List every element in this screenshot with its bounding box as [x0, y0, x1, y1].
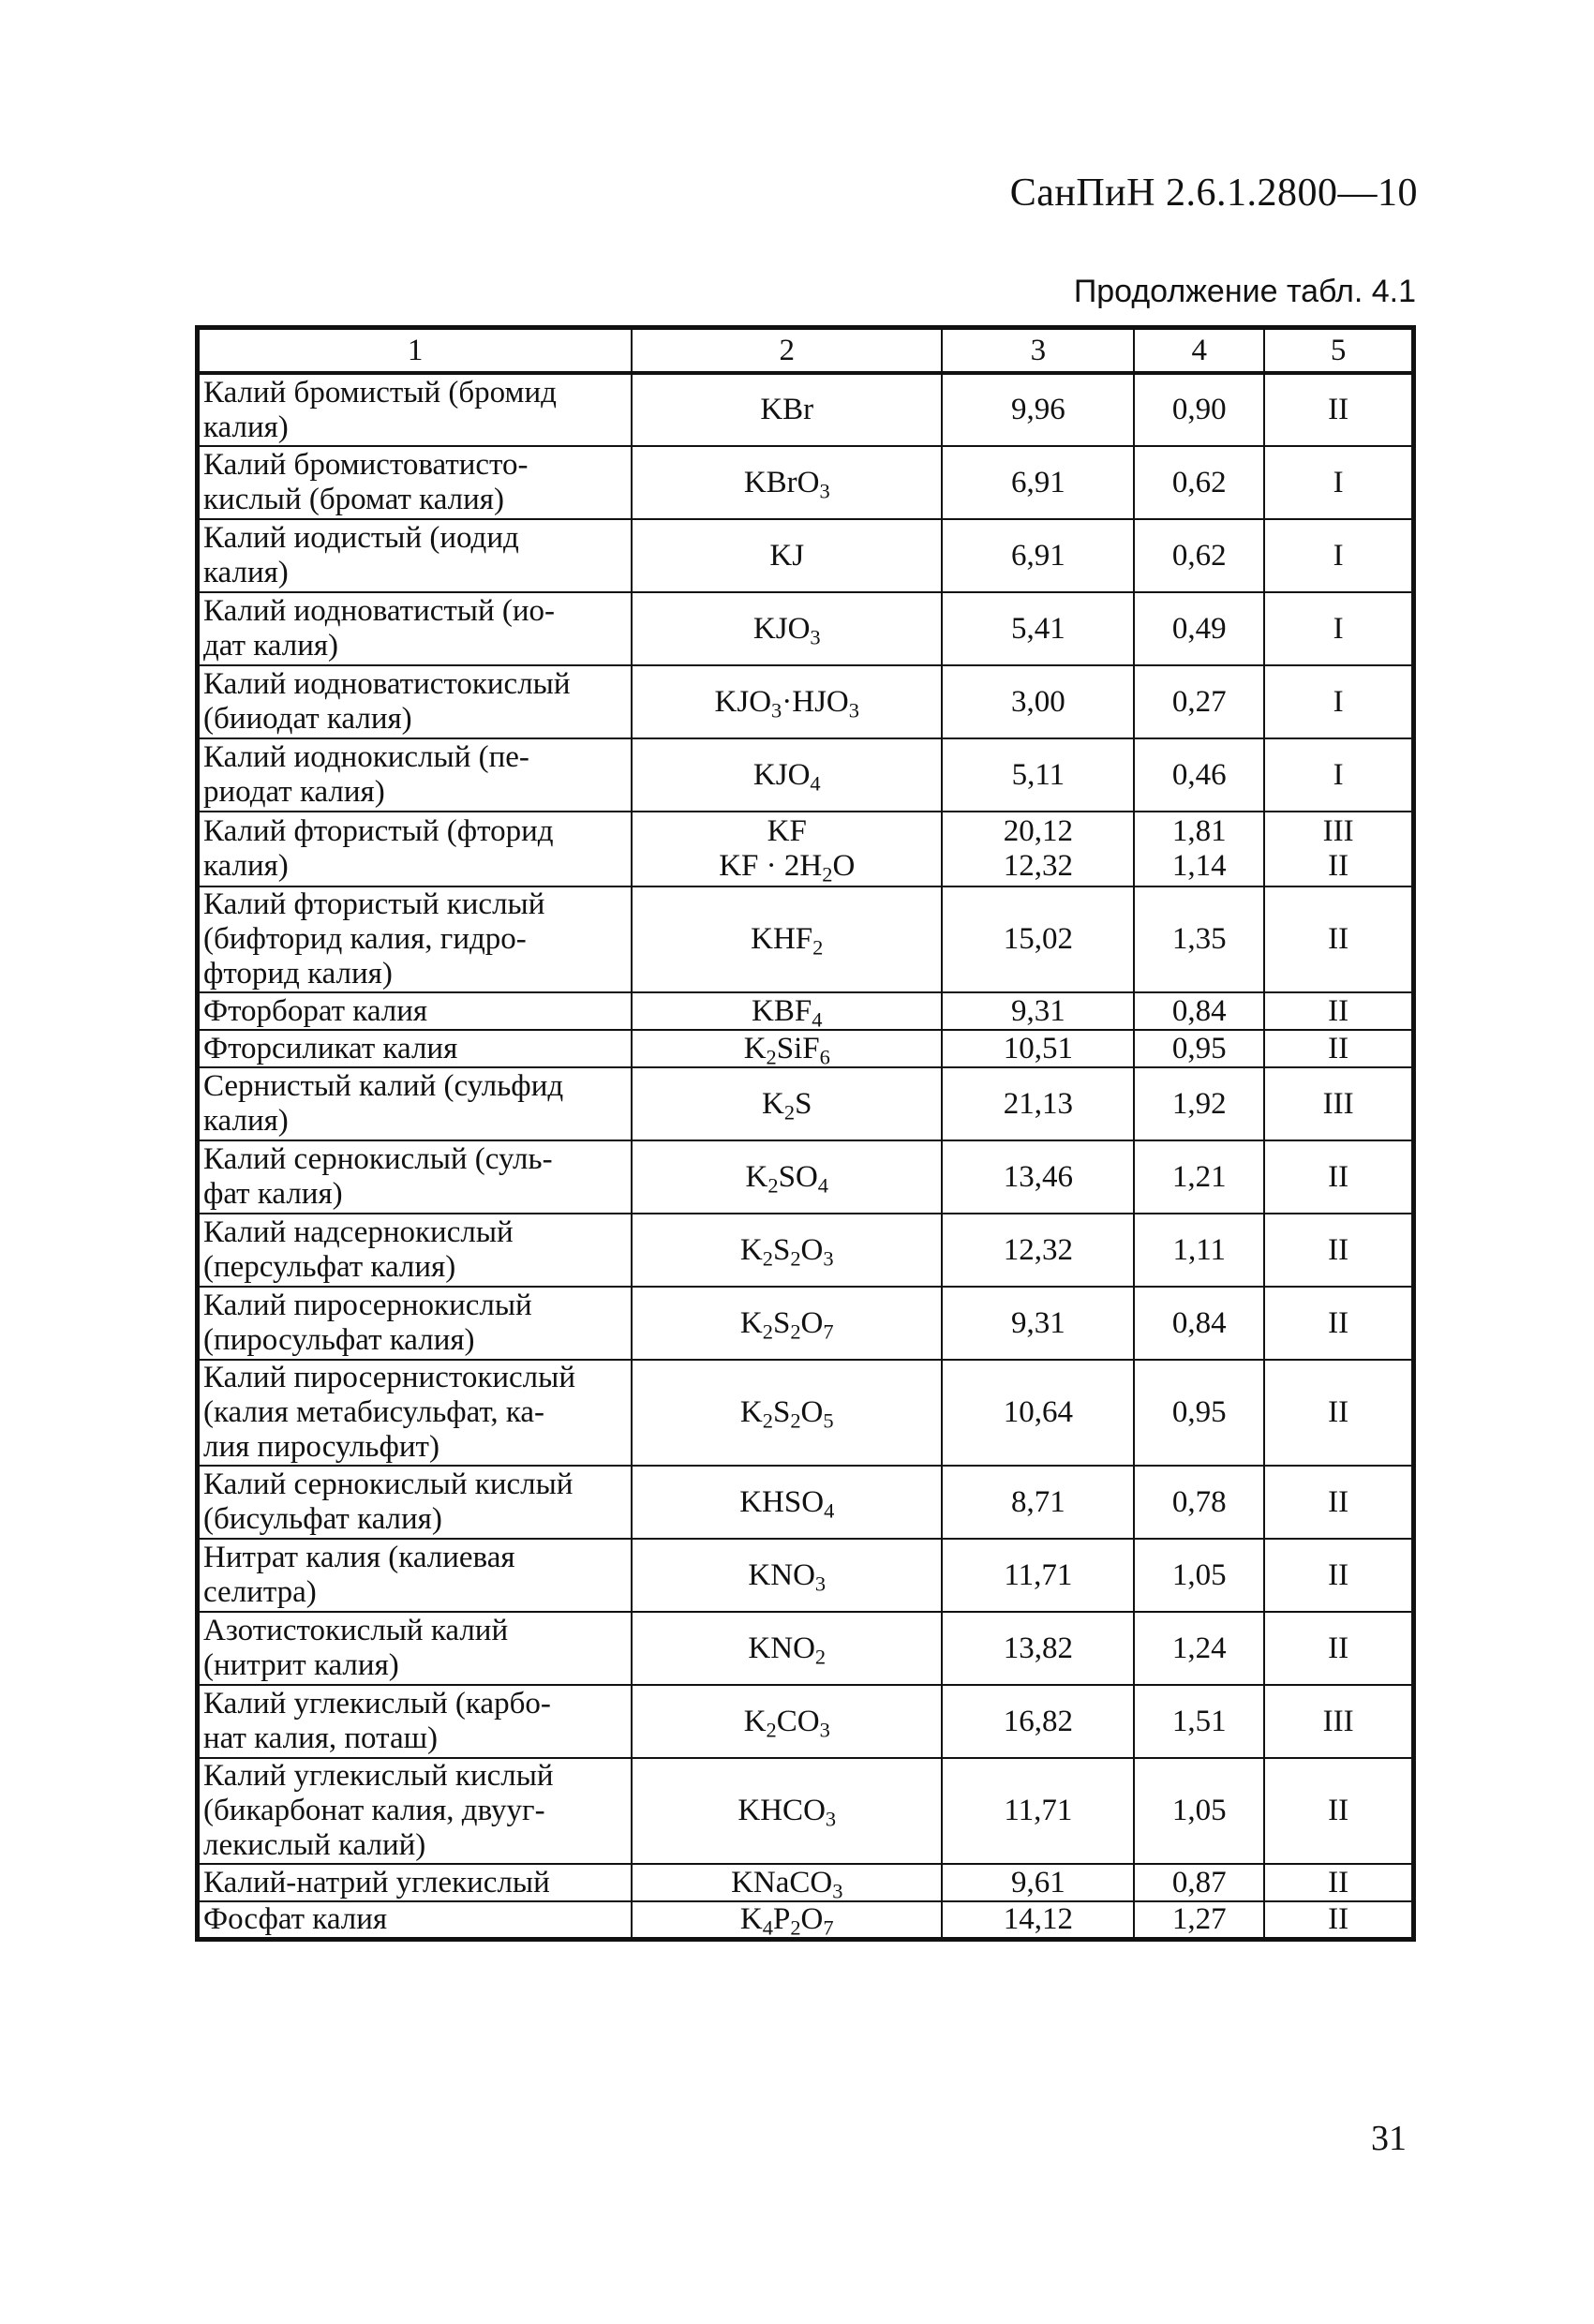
value-col3-cell [942, 1864, 1134, 1901]
hazard-class-cell [1264, 1864, 1413, 1901]
value-col3: 6,91 [1010, 465, 1065, 499]
table-row [198, 1067, 1414, 1140]
value-col3: 21,13 [1003, 1086, 1073, 1121]
document-code: СанПиН 2.6.1.2800—10 [1009, 171, 1418, 215]
column-header-4: 4 [1134, 328, 1264, 374]
substance-name: Калий иодноватистый (ио- дат калия) [203, 594, 556, 663]
value-col3-cell [942, 1030, 1134, 1067]
formula-cell [632, 1864, 942, 1901]
hazard-class: II [1328, 1865, 1349, 1899]
value-col3-cell [942, 1140, 1134, 1214]
value-col3-cell [942, 1466, 1134, 1539]
chemical-formula: $KHSO_4$ [739, 1484, 835, 1523]
value-col4: 0,95 [1171, 1395, 1227, 1429]
value-col3-cell [942, 992, 1134, 1030]
table-row [198, 992, 1414, 1030]
substances-table [195, 325, 1416, 1942]
column-header-1: 1 [198, 328, 633, 374]
chemical-formula: $K_2SiF_6$ [743, 1031, 830, 1069]
value-col4: 0,95 [1171, 1031, 1227, 1065]
page-number: 31 [1371, 2119, 1407, 2158]
value-col3-cell [942, 1539, 1134, 1612]
hazard-class: III [1322, 814, 1354, 848]
substance-name-cell [198, 519, 633, 592]
value-col3-cell [942, 519, 1134, 592]
value-col3: 11,71 [1004, 1794, 1073, 1827]
hazard-class-cell [1264, 592, 1413, 665]
value-col3-cell [942, 1287, 1134, 1360]
column-header-3: 3 [942, 328, 1134, 374]
substance-name: Калий надсернокислый (персульфат калия) [203, 1215, 514, 1284]
substance-name: Калий фтористый (фторид калия) [203, 814, 554, 883]
value-col3: 5,41 [1010, 611, 1065, 646]
value-col4-cell [1134, 812, 1264, 886]
substance-name: Калий бромистоватисто- кислый (бромат калия) [203, 448, 529, 516]
value-col4-cell [1134, 1360, 1264, 1466]
value-col3-cell [942, 1612, 1134, 1685]
substance-name-cell [198, 992, 633, 1030]
hazard-class-cell [1264, 373, 1413, 446]
chemical-formula: $K_2CO_3$ [743, 1704, 830, 1742]
value-col4: 1,11 [1172, 1232, 1227, 1267]
table-row [198, 1030, 1414, 1067]
hazard-class: II [1328, 1631, 1349, 1665]
hazard-class-cell [1264, 886, 1413, 992]
formula-cell [632, 1466, 942, 1539]
table-row [198, 1685, 1414, 1758]
formula-cell [632, 1030, 942, 1067]
formula-cell [632, 1360, 942, 1466]
chemical-formula: KJ [769, 538, 805, 573]
value-col4: 1,21 [1171, 1159, 1227, 1194]
formula-cell [632, 665, 942, 738]
value-col3-cell [942, 738, 1134, 812]
hazard-class: II [1328, 1232, 1349, 1267]
hazard-class: II [1328, 1305, 1349, 1340]
substance-name-cell [198, 1864, 633, 1901]
value-col3: 5,11 [1011, 757, 1065, 792]
chemical-formula: $K_2S_2O_7$ [739, 1305, 834, 1344]
substance-name-cell [198, 1466, 633, 1539]
value-col3-cell [942, 373, 1134, 446]
hazard-class: III [1322, 1086, 1354, 1121]
hazard-class: II [1328, 1557, 1349, 1592]
chemical-formula: $KJO_4$ [752, 757, 821, 796]
hazard-class: II [1328, 1159, 1349, 1194]
chemical-formula: $KHCO_3$ [737, 1794, 837, 1831]
value-col4: 0,62 [1171, 465, 1227, 499]
value-col4-cell [1134, 1612, 1264, 1685]
chemical-formula: $K_2S$ [762, 1086, 812, 1125]
table-body [198, 373, 1414, 1940]
hazard-class-cell [1264, 446, 1413, 519]
substance-name-cell [198, 1685, 633, 1758]
value-col3-cell [942, 886, 1134, 992]
substance-name: Калий сернокислый кислый (бисульфат калия) [203, 1467, 574, 1536]
chemical-formula: $K_2SO_4$ [745, 1159, 828, 1198]
substance-name-cell [198, 1067, 633, 1140]
hazard-class-cell [1264, 812, 1413, 886]
value-col3-cell [942, 592, 1134, 665]
value-col4: 0,49 [1171, 611, 1227, 646]
formula-cell [632, 1067, 942, 1140]
value-col4-cell [1134, 446, 1264, 519]
value-col4: 1,24 [1171, 1631, 1227, 1665]
table-row [198, 812, 1414, 886]
substance-name: Сернистый калий (сульфид калия) [203, 1069, 564, 1138]
substance-name-cell [198, 592, 633, 665]
formula-cell [632, 886, 942, 992]
value-col3: 14,12 [1003, 1902, 1073, 1936]
table-row [198, 1612, 1414, 1685]
value-col4: 0,27 [1171, 684, 1227, 719]
substance-name-cell [198, 665, 633, 738]
value-col4-cell [1134, 886, 1264, 992]
substance-name: Калий фтористый кислый (бифторид калия, гидро- фторид калия) [203, 887, 545, 991]
table-row [198, 519, 1414, 592]
substance-name-cell [198, 1140, 633, 1214]
substance-name: Фторсиликат калия [203, 1031, 458, 1065]
value-col4: 0,78 [1171, 1484, 1227, 1519]
value-col4-cell [1134, 1901, 1264, 1940]
column-header-5: 5 [1264, 328, 1413, 374]
substance-name-cell [198, 446, 633, 519]
value-col3: 9,31 [1010, 993, 1065, 1028]
value-col3: 9,31 [1010, 1305, 1065, 1340]
value-col4: 1,51 [1171, 1704, 1227, 1738]
value-col4-cell [1134, 373, 1264, 446]
hazard-class-cell [1264, 1140, 1413, 1214]
substance-name-cell [198, 1901, 633, 1940]
substance-name: Калий-натрий углекислый [203, 1865, 550, 1899]
column-number-row [198, 328, 1414, 374]
value-col4: 0,90 [1171, 393, 1227, 426]
value-col4-cell [1134, 1758, 1264, 1864]
table-continuation-caption: Продолжение табл. 4.1 [1073, 274, 1416, 309]
table-row [198, 1466, 1414, 1539]
formula-cell [632, 1685, 942, 1758]
substance-name: Фторборат калия [203, 993, 428, 1028]
substance-name-cell [198, 1030, 633, 1067]
substance-name: Калий углекислый кислый (бикарбонат калия, двууг- лекислый калий) [203, 1759, 554, 1862]
substance-name: Фосфат калия [203, 1902, 388, 1936]
value-col3-cell [942, 665, 1134, 738]
value-col3: 16,82 [1003, 1704, 1073, 1738]
formula-cell [632, 1758, 942, 1864]
value-col4: 1,27 [1171, 1902, 1227, 1936]
chemical-formula: $K_2S_2O_3$ [739, 1232, 834, 1271]
value-col4-cell [1134, 592, 1264, 665]
hazard-class-cell [1264, 1287, 1413, 1360]
formula-cell [632, 812, 942, 886]
formula-cell [632, 519, 942, 592]
value-col4-cell [1134, 1685, 1264, 1758]
value-col3: 9,96 [1010, 393, 1065, 426]
value-col4: 1,35 [1171, 922, 1227, 956]
formula-cell [632, 1539, 942, 1612]
formula-cell [632, 992, 942, 1030]
chemical-formula: $K_2S_2O_5$ [739, 1395, 834, 1433]
value-col4-cell [1134, 1030, 1264, 1067]
hazard-class-cell [1264, 519, 1413, 592]
formula-cell [632, 1140, 942, 1214]
hazard-class: II [1328, 1031, 1349, 1065]
value-col4-cell [1134, 1539, 1264, 1612]
value-col4-cell [1134, 738, 1264, 812]
value-col4: 1,81 [1171, 814, 1227, 848]
chemical-formula: $KJO_3\cdot HJO_3$ [714, 684, 859, 723]
value-col4-cell [1134, 1864, 1264, 1901]
table-row [198, 886, 1414, 992]
table-row [198, 1360, 1414, 1466]
value-col3: 8,71 [1010, 1484, 1065, 1519]
value-col3: 15,02 [1003, 922, 1073, 956]
hazard-class-cell [1264, 1466, 1413, 1539]
substance-name: Калий углекислый (карбо- нат калия, поташ) [203, 1687, 551, 1755]
formula-cell [632, 1287, 942, 1360]
value-col4-cell [1134, 519, 1264, 592]
formula-cell [632, 446, 942, 519]
value-col4: 1,92 [1171, 1086, 1227, 1121]
table-row [198, 446, 1414, 519]
formula-cell [632, 592, 942, 665]
formula-cell [632, 1214, 942, 1287]
substance-name: Калий иодноватистокислый (бииодат калия) [203, 667, 571, 736]
value-col3: 10,64 [1003, 1395, 1073, 1429]
value-col4-cell [1134, 665, 1264, 738]
hazard-class-cell [1264, 1901, 1413, 1940]
value-col4-cell [1134, 992, 1264, 1030]
value-col4: 0,84 [1171, 1305, 1227, 1340]
substance-name-cell [198, 812, 633, 886]
hazard-class-cell [1264, 1214, 1413, 1287]
value-col3-cell [942, 1758, 1134, 1864]
value-col3: 9,61 [1010, 1865, 1065, 1899]
value-col3: 6,91 [1010, 538, 1065, 573]
substance-name-cell [198, 738, 633, 812]
formula-cell [632, 738, 942, 812]
hazard-class-cell [1264, 1539, 1413, 1612]
hazard-class-cell [1264, 992, 1413, 1030]
table-row [198, 665, 1414, 738]
value-col4: 1,14 [1171, 849, 1227, 883]
value-col3-cell [942, 1901, 1134, 1940]
substance-name-cell [198, 1287, 633, 1360]
table-row [198, 738, 1414, 812]
hazard-class: II [1328, 993, 1349, 1028]
substance-name-cell [198, 1758, 633, 1864]
column-header-2: 2 [632, 328, 942, 374]
hazard-class: II [1328, 1395, 1349, 1429]
value-col4-cell [1134, 1287, 1264, 1360]
substance-name: Калий пиросернокислый (пиросульфат калия) [203, 1289, 532, 1357]
hazard-class-cell [1264, 1067, 1413, 1140]
hazard-class-cell [1264, 738, 1413, 812]
chemical-formula: $KNO_2$ [748, 1631, 827, 1669]
table-header [198, 328, 1414, 374]
hazard-class: II [1328, 1484, 1349, 1519]
chemical-formula: KBr [760, 393, 814, 426]
hazard-class-cell [1264, 1360, 1413, 1466]
value-col4: 1,05 [1171, 1794, 1227, 1827]
substance-name-cell [198, 1612, 633, 1685]
value-col3: 12,32 [1003, 849, 1073, 883]
value-col3: 13,82 [1003, 1631, 1073, 1665]
hazard-class-cell [1264, 1758, 1413, 1864]
hazard-class: II [1328, 393, 1349, 426]
substance-name: Нитрат калия (калиевая селитра) [203, 1541, 515, 1609]
hazard-class-cell [1264, 1612, 1413, 1685]
value-col3-cell [942, 1214, 1134, 1287]
substance-name: Азотистокислый калий (нитрит калия) [203, 1614, 509, 1682]
value-col4-cell [1134, 1466, 1264, 1539]
substance-name: Калий сернокислый (суль- фат калия) [203, 1142, 553, 1211]
value-col4: 0,87 [1171, 1865, 1227, 1899]
substance-name-cell [198, 373, 633, 446]
value-col3-cell [942, 446, 1134, 519]
chemical-formula: $KNO_3$ [748, 1557, 827, 1596]
value-col3: 11,71 [1004, 1557, 1073, 1592]
chemical-formula: KNaCO$_3$ [731, 1865, 843, 1903]
value-col3: 3,00 [1010, 684, 1065, 719]
value-col4-cell [1134, 1214, 1264, 1287]
value-col4: 0,46 [1171, 757, 1227, 792]
hazard-class: III [1322, 1704, 1354, 1738]
substance-name-cell [198, 1214, 633, 1287]
value-col4: 1,05 [1171, 1557, 1227, 1592]
table-row [198, 1140, 1414, 1214]
table-row [198, 1901, 1414, 1940]
chemical-formula: KBrO$_3$ [743, 465, 830, 503]
substance-name-cell [198, 1360, 633, 1466]
chemical-formula: $KHF_2$ [751, 922, 824, 960]
table-row [198, 1287, 1414, 1360]
hazard-class: I [1333, 684, 1344, 719]
hazard-class-cell [1264, 1030, 1413, 1067]
substance-name-cell [198, 1539, 633, 1612]
hazard-class: I [1333, 538, 1344, 573]
value-col3-cell [942, 1360, 1134, 1466]
value-col3: 10,51 [1003, 1031, 1073, 1065]
substance-name: Калий пиросернистокислый (калия метабисульфат, ка- лия пиросульфит) [203, 1361, 575, 1464]
value-col3: 20,12 [1003, 814, 1073, 848]
value-col3-cell [942, 1067, 1134, 1140]
chemical-formula: KF [767, 814, 807, 848]
substance-name: Калий иоднокислый (пе- риодат калия) [203, 740, 529, 809]
hazard-class: II [1328, 1794, 1349, 1827]
hazard-class: II [1328, 849, 1349, 883]
table-row [198, 1864, 1414, 1901]
table-row [198, 1539, 1414, 1612]
value-col3: 13,46 [1003, 1159, 1073, 1194]
hazard-class: II [1328, 1902, 1349, 1936]
table-row [198, 1214, 1414, 1287]
hazard-class: I [1333, 465, 1344, 499]
value-col4: 0,62 [1171, 538, 1227, 573]
hazard-class: II [1328, 922, 1349, 956]
hazard-class-cell [1264, 1685, 1413, 1758]
chemical-formula: KF · $2H_2O$ [719, 849, 856, 886]
value-col3-cell [942, 812, 1134, 886]
value-col4-cell [1134, 1067, 1264, 1140]
value-col4: 0,84 [1171, 993, 1227, 1028]
substance-name: Калий иодистый (иодид калия) [203, 521, 519, 589]
chemical-formula: $K_4P_2O_7$ [739, 1902, 834, 1940]
hazard-class: I [1333, 757, 1344, 792]
substance-name: Калий бромистый (бромид калия) [203, 375, 557, 444]
formula-cell [632, 1612, 942, 1685]
formula-cell [632, 373, 942, 446]
value-col4-cell [1134, 1140, 1264, 1214]
table-row [198, 373, 1414, 446]
hazard-class-cell [1264, 665, 1413, 738]
chemical-formula: $KJO_3$ [752, 611, 821, 649]
value-col3-cell [942, 1685, 1134, 1758]
table-row [198, 592, 1414, 665]
substance-name-cell [198, 886, 633, 992]
table-row [198, 1758, 1414, 1864]
value-col3: 12,32 [1003, 1232, 1073, 1267]
formula-cell [632, 1901, 942, 1940]
chemical-formula: $KBF_4$ [752, 993, 823, 1032]
hazard-class: I [1333, 611, 1344, 646]
